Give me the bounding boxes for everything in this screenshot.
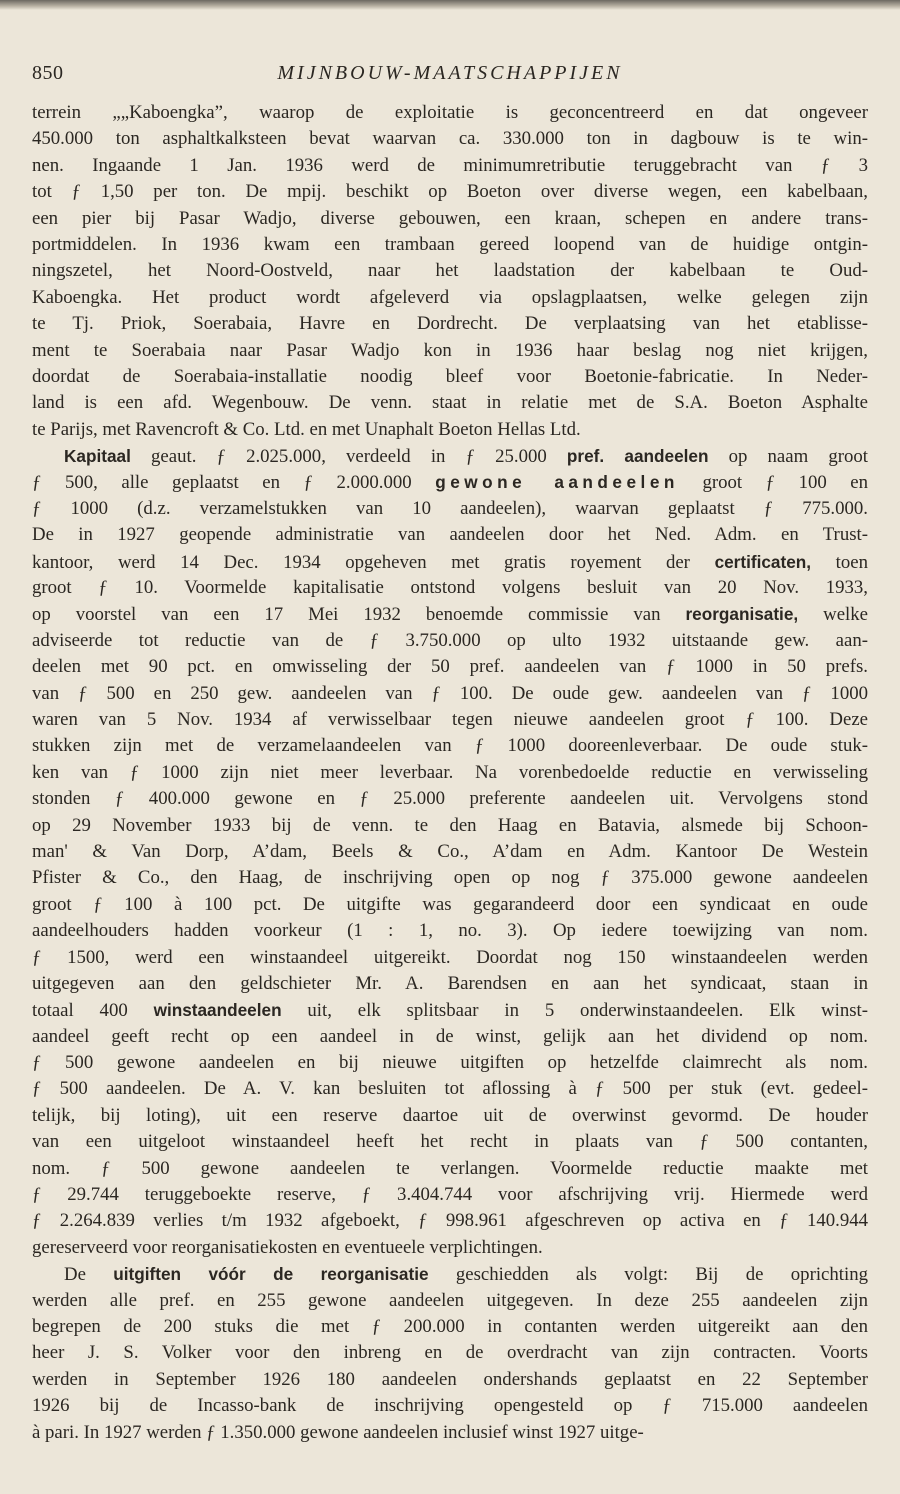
- text-line: [32, 654, 868, 680]
- text-run: 450.000 ton asphaltkalksteen bevat waarvan ca. 330.000 ton in dagbouw is te win-: [32, 128, 868, 150]
- text-run: ƒ 2.264.839 verlies t/m 1932 afgeboekt, ƒ 998.961 afgeschreven op activa en ƒ 140.944: [32, 1210, 868, 1232]
- text-line: [32, 1103, 868, 1129]
- text-run: 1926 bij de Incasso-bank de inschrijving opengesteld op ƒ 715.000 aandeelen: [32, 1395, 868, 1417]
- text-run: op naam groot: [708, 446, 868, 468]
- bold-term: reorganisatie,: [685, 604, 799, 625]
- text-run: waren van 5 Nov. 1934 af verwisselbaar tegen nieuwe aandeelen groot ƒ 100. Deze: [32, 708, 868, 730]
- text-run: tot ƒ 1,50 per ton. De mpij. beschikt op Boeton over diverse wegen, een kabelbaan,: [32, 181, 868, 203]
- text-run: begrepen de 200 stuks die met ƒ 200.000 in contanten werden uitgereikt aan den: [32, 1315, 868, 1337]
- text-run: van ƒ 500 en 250 gew. aandeelen van ƒ 100. De oude gew. aandeelen van ƒ 1000: [32, 682, 868, 704]
- text-line: [32, 892, 868, 918]
- text-line: [32, 1182, 868, 1208]
- text-run: ƒ 1000 (d.z. verzamelstukken van 10 aandeelen), waarvan geplaatst ƒ 775.000.: [32, 497, 868, 519]
- text-run: aandeelhouders hadden voorkeur (1 : 1, no. 3). Op iedere toewijzing van nom.: [32, 920, 868, 942]
- text-run: welke: [798, 604, 868, 626]
- text-run: adviseerde tot reductie van de ƒ 3.750.000 op ulto 1932 uitstaande gew. aan-: [32, 629, 868, 651]
- text-line: [32, 760, 868, 786]
- text-line: [32, 1393, 868, 1419]
- text-run: deelen met 90 pct. en omwisseling der 50 pref. aandeelen van ƒ 1000 in 50 prefs.: [32, 656, 868, 678]
- text-line: [32, 179, 868, 205]
- text-run: stukken zijn met de verzamelaandeelen van ƒ 1000 dooreenleverbaar. De oude stuk-: [32, 735, 868, 757]
- text-run: werden in September 1926 180 aandeelen ondershands geplaatst en 22 September: [32, 1368, 868, 1390]
- text-line: [32, 1288, 868, 1314]
- text-run: Kaboengka. Het product wordt afgeleverd via opslagplaatsen, welke gelegen zijn: [32, 286, 868, 308]
- text-line: [32, 1235, 868, 1261]
- bold-term: certificaten,: [714, 551, 812, 572]
- text-line: [32, 100, 868, 126]
- text-line: [32, 390, 868, 416]
- bold-term: gewone aandeelen: [435, 472, 679, 493]
- text-run: doordat de Soerabaia-installatie noodig bleef voor Boetonie-fabricatie. In Neder-: [32, 365, 868, 387]
- text-line: [32, 1050, 868, 1076]
- running-title: MIJNBOUW-MAATSCHAPPIJEN: [277, 62, 623, 84]
- text-line: [32, 839, 868, 865]
- text-line: [32, 786, 868, 812]
- text-run: uitgegeven aan den geldschieter Mr. A. Barendsen en aan het syndicaat, staan in: [32, 972, 868, 994]
- text-run: land is een afd. Wegenbouw. De venn. staat in relatie met de S.A. Boeton Asphalte: [32, 392, 868, 414]
- text-run: ƒ 1500, werd een winstaandeel uitgereikt. Doordat nog 150 winstaandeelen werden: [32, 946, 868, 968]
- text-run: Pfister & Co., den Haag, de inschrijving open op nog ƒ 375.000 gewone aandeelen: [32, 867, 868, 889]
- text-run: terrein „„Kaboengka”, waarop de exploitatie is geconcentreerd en dat ongeveer: [32, 102, 868, 123]
- text-run: op 29 November 1933 bij de venn. te den Haag en Batavia, alsmede bij Schoon-: [32, 814, 868, 836]
- text-run: een pier bij Pasar Wadjo, diverse gebouwen, een kraan, schepen en andere trans-: [32, 207, 868, 229]
- text-line: [32, 232, 868, 258]
- text-run: De: [64, 1264, 114, 1286]
- text-line: [32, 1340, 868, 1366]
- text-run: à pari. In 1927 werden ƒ 1.350.000 gewone aandeelen inclusief winst 1927 uitge-: [32, 1421, 644, 1443]
- text-line: [32, 1367, 868, 1393]
- bold-term: pref. aandeelen: [566, 446, 709, 467]
- text-run: ƒ 500 aandeelen. De A. V. kan besluiten tot aflossing à ƒ 500 per stuk (evt. gedeel-: [32, 1078, 868, 1100]
- text-line: [32, 707, 868, 733]
- text-line: [32, 417, 868, 443]
- text-run: De in 1927 geopende administratie van aandeelen door het Ned. Adm. en Trust-: [32, 524, 868, 546]
- text-run: stonden ƒ 400.000 gewone en ƒ 25.000 preferente aandeelen uit. Vervolgens stond: [32, 788, 868, 810]
- text-line: [32, 997, 868, 1023]
- text-run: werden alle pref. en 255 gewone aandeelen uitgegeven. In deze 255 aandeelen zijn: [32, 1289, 868, 1311]
- text-line: [32, 575, 868, 601]
- text-run: ningszetel, het Noord-Oostveld, naar het laadstation der kabelbaan te Oud-: [32, 260, 868, 282]
- text-line: [32, 865, 868, 891]
- text-run: geaut. ƒ 2.025.000, verdeeld in ƒ 25.000: [130, 446, 567, 468]
- text-line: [32, 628, 868, 654]
- text-run: totaal 400: [32, 1000, 154, 1022]
- text-run: ken van ƒ 1000 zijn niet meer leverbaar. Na vorenbedoelde reductie en verwisseling: [32, 761, 868, 783]
- text-line: [32, 1024, 868, 1050]
- text-line: [32, 1261, 868, 1287]
- text-run: groot ƒ 100 en: [678, 472, 868, 494]
- text-run: heer J. S. Volker voor den inbreng en de overdracht van zijn contracten. Voorts: [32, 1342, 868, 1364]
- bold-term: uitgiften vóór de reorganisatie: [113, 1264, 429, 1285]
- text-run: man' & Van Dorp, A’dam, Beels & Co., A’dam en Adm. Kantoor De Westein: [32, 840, 868, 862]
- text-line: [32, 549, 868, 575]
- page-number: 850: [32, 62, 64, 84]
- bold-term: Kapitaal: [64, 446, 131, 467]
- text-run: toen: [811, 551, 868, 573]
- text-line: [32, 1156, 868, 1182]
- text-run: van een uitgeloot winstaandeel heeft het recht in plaats van ƒ 500 contanten,: [32, 1131, 868, 1153]
- text-run: aandeel geeft recht op een aandeel in de winst, gelijk aan het dividend op nom.: [32, 1025, 868, 1047]
- bold-term: winstaandeelen: [153, 1000, 282, 1021]
- text-line: [32, 681, 868, 707]
- text-line: [32, 918, 868, 944]
- text-line: [32, 1129, 868, 1155]
- text-line: [32, 338, 868, 364]
- text-run: te Tj. Priok, Soerabaia, Havre en Dordrecht. De verplaatsing van het etablisse-: [32, 313, 868, 335]
- text-line: [32, 733, 868, 759]
- text-line: [32, 311, 868, 337]
- text-line: [32, 1076, 868, 1102]
- text-run: portmiddelen. In 1936 kwam een trambaan gereed loopend van de huidige ontgin-: [32, 233, 868, 255]
- text-run: ment te Soerabaia naar Pasar Wadjo kon in 1936 haar beslag nog niet krijgen,: [32, 339, 868, 361]
- body-text: [32, 100, 868, 1446]
- text-run: groot ƒ 10. Voormelde kapitalisatie ontstond volgens besluit van 20 Nov. 1933,: [32, 577, 868, 599]
- page-top-edge: [0, 0, 900, 10]
- text-run: kantoor, werd 14 Dec. 1934 opgeheven met gratis royement der: [32, 551, 715, 573]
- text-line: [32, 971, 868, 997]
- text-run: ƒ 500 gewone aandeelen en bij nieuwe uitgiften op hetzelfde claimrecht als nom.: [32, 1052, 868, 1074]
- text-line: [32, 469, 868, 495]
- text-run: ƒ 500, alle geplaatst en ƒ 2.000.000: [32, 472, 436, 494]
- text-line: [32, 1420, 868, 1446]
- text-line: [32, 206, 868, 232]
- text-line: [32, 522, 868, 548]
- text-run: geschiedden als volgt: Bij de oprichting: [428, 1264, 868, 1286]
- text-line: [32, 813, 868, 839]
- text-run: nom. ƒ 500 gewone aandeelen te verlangen. Voormelde reductie maakte met: [32, 1157, 868, 1179]
- text-line: [32, 258, 868, 284]
- text-run: te Parijs, met Ravencroft & Co. Ltd. en met Unaphalt Boeton Hellas Ltd.: [32, 418, 581, 440]
- text-line: [32, 1208, 868, 1234]
- page-header: [32, 62, 868, 88]
- text-line: [32, 153, 868, 179]
- text-line: [32, 285, 868, 311]
- text-run: telijk, bij loting), uit een reserve daartoe uit de overwinst gevormd. De houder: [32, 1104, 868, 1126]
- text-run: uit, elk splitsbaar in 5 onderwinstaandeelen. Elk winst-: [281, 1000, 868, 1022]
- text-run: op voorstel van een 17 Mei 1932 benoemde commissie van: [32, 604, 686, 626]
- text-line: [32, 364, 868, 390]
- text-line: [32, 601, 868, 627]
- text-line: [32, 1314, 868, 1340]
- text-run: nen. Ingaande 1 Jan. 1936 werd de minimumretributie teruggebracht van ƒ 3: [32, 154, 868, 176]
- text-line: [32, 496, 868, 522]
- text-line: [32, 945, 868, 971]
- text-run: ƒ 29.744 teruggeboekte reserve, ƒ 3.404.744 voor afschrijving vrij. Hiermede werd: [32, 1184, 868, 1206]
- text-line: [32, 126, 868, 152]
- text-run: groot ƒ 100 à 100 pct. De uitgifte was gegarandeerd door een syndicaat en oude: [32, 893, 868, 915]
- text-run: gereserveerd voor reorganisatiekosten en eventueele verplichtingen.: [32, 1236, 543, 1258]
- text-line: [32, 443, 868, 469]
